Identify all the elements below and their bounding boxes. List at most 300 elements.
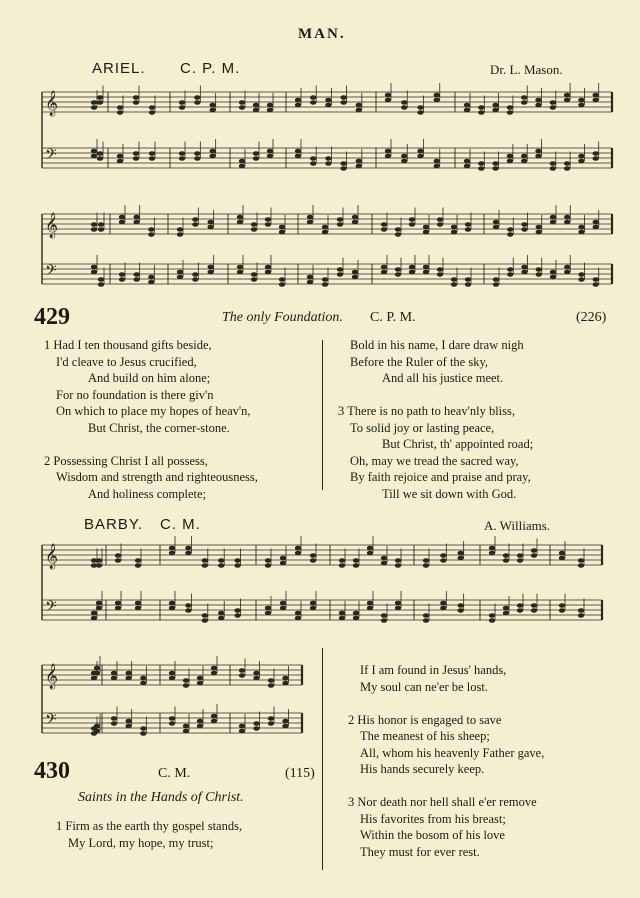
note-head (253, 103, 259, 108)
note-head (209, 149, 215, 154)
note-head (531, 608, 537, 613)
note-head (593, 220, 599, 225)
note-head (265, 217, 271, 222)
note-head (322, 277, 328, 282)
note-head (185, 551, 191, 556)
hymn-number-429: 429 (34, 304, 70, 330)
note-head (381, 270, 387, 275)
note-head (381, 556, 387, 561)
note-head (265, 563, 271, 568)
note-head (521, 270, 527, 275)
note-head (492, 108, 498, 113)
note-head (133, 215, 139, 220)
note-head (423, 265, 429, 270)
note-head (489, 618, 495, 623)
note-head (409, 265, 415, 270)
note-head (119, 272, 125, 277)
note-head (322, 230, 328, 235)
note-head (125, 671, 131, 676)
note-head (521, 154, 527, 159)
note-head (417, 105, 423, 110)
note-head (395, 267, 401, 272)
note-head (507, 227, 513, 232)
note-head (97, 156, 103, 161)
note-head (91, 222, 97, 227)
note-head (564, 220, 570, 225)
note-head (535, 98, 541, 103)
tune-composer-ariel: Dr. L. Mason. (490, 62, 563, 77)
note-head (507, 110, 513, 115)
note-head (211, 671, 217, 676)
note-head (265, 611, 271, 616)
note-head (279, 225, 285, 230)
note-head (234, 613, 240, 618)
note-head (234, 563, 240, 568)
note-head (94, 729, 100, 734)
verse-line: All, whom his heavenly Father gave, (360, 745, 545, 760)
note-head (367, 551, 373, 556)
note-head (440, 558, 446, 563)
note-head (96, 563, 102, 568)
note-head (536, 267, 542, 272)
note-head (507, 272, 513, 277)
note-head (265, 558, 271, 563)
tune-composer-barby: A. Williams. (484, 518, 551, 533)
note-head (183, 678, 189, 683)
note-head (115, 601, 121, 606)
verse-line: My Lord, my hope, my trust; (68, 835, 214, 850)
note-head (492, 161, 498, 166)
note-head (521, 265, 527, 270)
verse-line: To solid joy or lasting peace, (350, 420, 495, 435)
note-head (234, 608, 240, 613)
note-head (267, 149, 273, 154)
note-head (578, 613, 584, 618)
note-head (352, 275, 358, 280)
note-head (207, 270, 213, 275)
note-head (135, 601, 141, 606)
note-head (385, 98, 391, 103)
note-head (578, 98, 584, 103)
note-head (295, 611, 301, 616)
note-head (265, 222, 271, 227)
verse-line: Bold in his name, I dare draw nigh (350, 338, 524, 352)
verse-line: They must for ever rest. (360, 844, 480, 859)
note-head (356, 164, 362, 169)
note-head (119, 215, 125, 220)
note-head (521, 159, 527, 164)
note-head (593, 225, 599, 230)
note-head (265, 606, 271, 611)
note-head (202, 563, 208, 568)
note-head (279, 282, 285, 287)
note-head (381, 227, 387, 232)
note-head (564, 166, 570, 171)
note-head (385, 93, 391, 98)
note-head (234, 558, 240, 563)
verse-line: Wisdom and strength and righteousness, (56, 470, 258, 484)
note-head (209, 103, 215, 108)
note-head (564, 93, 570, 98)
note-head (177, 270, 183, 275)
verse-line: His hands securely keep. (360, 762, 485, 776)
note-head (353, 558, 359, 563)
note-head (310, 95, 316, 100)
note-head (91, 270, 97, 275)
note-head (531, 553, 537, 558)
note-head (550, 270, 556, 275)
note-head (97, 95, 103, 100)
note-head (115, 606, 121, 611)
note-head (194, 95, 200, 100)
note-head (531, 548, 537, 553)
hymn-429-verses-left (44, 337, 258, 502)
note-head (550, 166, 556, 171)
note-head (169, 721, 175, 726)
hymn-number-430: 430 (34, 758, 70, 784)
note-head (517, 558, 523, 563)
note-head (489, 546, 495, 551)
note-head (267, 108, 273, 113)
note-head (94, 724, 100, 729)
note-head (559, 603, 565, 608)
note-head (401, 105, 407, 110)
note-head (279, 277, 285, 282)
verse-line: Before the Ruler of the sky, (350, 354, 489, 369)
note-head (115, 553, 121, 558)
note-head (133, 220, 139, 225)
note-head (593, 98, 599, 103)
verse-line (44, 436, 258, 453)
note-head (337, 222, 343, 227)
hymn-title-429: The only Foundation. (222, 310, 343, 325)
note-head (94, 671, 100, 676)
note-head (207, 225, 213, 230)
note-head (322, 282, 328, 287)
note-head (564, 98, 570, 103)
note-head (133, 156, 139, 161)
note-head (310, 553, 316, 558)
note-head (423, 563, 429, 568)
note-head (211, 714, 217, 719)
hymn-ref-430: (115) (285, 766, 315, 781)
note-head (295, 149, 301, 154)
note-head (593, 277, 599, 282)
note-head (280, 601, 286, 606)
note-head (409, 222, 415, 227)
note-head (417, 154, 423, 159)
note-head (367, 546, 373, 551)
note-head (265, 270, 271, 275)
note-head (451, 282, 457, 287)
note-head (282, 724, 288, 729)
note-head (97, 151, 103, 156)
note-head (325, 103, 331, 108)
note-head (268, 716, 274, 721)
note-head (111, 671, 117, 676)
note-head (169, 716, 175, 721)
note-head (91, 149, 97, 154)
tune-meter-ariel: C. P. M. (180, 60, 241, 77)
note-head (133, 100, 139, 105)
note-head (295, 154, 301, 159)
note-head (117, 154, 123, 159)
note-head (423, 270, 429, 275)
note-head (409, 270, 415, 275)
note-head (507, 159, 513, 164)
verse-line (348, 695, 544, 712)
note-head (211, 719, 217, 724)
note-head (517, 553, 523, 558)
note-head (535, 103, 541, 108)
note-head (381, 561, 387, 566)
bass-clef-icon: 𝄢 (45, 262, 57, 283)
note-head (192, 272, 198, 277)
note-head (237, 265, 243, 270)
note-head (310, 601, 316, 606)
note-head (457, 551, 463, 556)
note-head (423, 618, 429, 623)
note-head (521, 222, 527, 227)
note-head (268, 678, 274, 683)
note-head (492, 103, 498, 108)
note-head (536, 272, 542, 277)
note-head (211, 666, 217, 671)
note-head (125, 719, 131, 724)
note-head (179, 151, 185, 156)
note-head (239, 668, 245, 673)
note-head (340, 100, 346, 105)
note-head (218, 558, 224, 563)
column-divider (322, 340, 323, 490)
note-head (434, 98, 440, 103)
verse-line: For no foundation is there giv'n (56, 387, 214, 402)
note-head (550, 161, 556, 166)
note-head (239, 164, 245, 169)
note-head (437, 222, 443, 227)
note-head (339, 611, 345, 616)
note-head (307, 220, 313, 225)
note-head (185, 546, 191, 551)
note-head (465, 227, 471, 232)
note-head (253, 156, 259, 161)
note-head (177, 227, 183, 232)
note-head (395, 227, 401, 232)
note-head (503, 606, 509, 611)
note-head (535, 149, 541, 154)
note-head (578, 608, 584, 613)
note-head (96, 606, 102, 611)
note-head (381, 613, 387, 618)
note-head (493, 220, 499, 225)
note-head (493, 277, 499, 282)
note-head (423, 230, 429, 235)
note-head (183, 729, 189, 734)
note-head (307, 215, 313, 220)
verse-line: 1 Had I ten thousand gifts beside, (44, 338, 212, 352)
note-head (423, 613, 429, 618)
verse-line: Oh, may we tread the sacred way, (350, 453, 519, 468)
note-head (119, 220, 125, 225)
note-head (169, 546, 175, 551)
note-head (381, 222, 387, 227)
note-head (531, 603, 537, 608)
note-head (578, 225, 584, 230)
tune-meter-barby: C. M. (160, 516, 201, 533)
note-head (593, 282, 599, 287)
note-head (337, 217, 343, 222)
note-head (395, 272, 401, 277)
note-head (550, 100, 556, 105)
treble-clef-icon: 𝄞 (45, 544, 59, 569)
note-head (451, 277, 457, 282)
note-head (194, 156, 200, 161)
note-head (135, 563, 141, 568)
note-head (536, 225, 542, 230)
note-head (517, 608, 523, 613)
note-head (352, 270, 358, 275)
note-head (111, 721, 117, 726)
note-head (135, 558, 141, 563)
verse-line: But Christ, the corner-stone. (88, 420, 230, 435)
note-head (209, 108, 215, 113)
note-head (434, 164, 440, 169)
note-head (310, 161, 316, 166)
note-head (282, 719, 288, 724)
note-head (322, 225, 328, 230)
note-head (578, 277, 584, 282)
note-head (267, 103, 273, 108)
note-head (111, 676, 117, 681)
note-head (125, 676, 131, 681)
note-head (593, 93, 599, 98)
note-head (253, 108, 259, 113)
note-head (325, 156, 331, 161)
verse-line: I'd cleave to Jesus crucified, (56, 354, 197, 369)
note-head (237, 220, 243, 225)
note-head (185, 603, 191, 608)
note-head (268, 721, 274, 726)
note-head (115, 558, 121, 563)
note-head (325, 98, 331, 103)
note-head (489, 613, 495, 618)
verse-line: 2 Possessing Christ I all possess, (44, 453, 208, 468)
note-head (237, 215, 243, 220)
note-head (517, 603, 523, 608)
note-head (94, 666, 100, 671)
hymn-title-430: Saints in the Hands of Christ. (78, 790, 244, 805)
note-head (578, 272, 584, 277)
note-head (325, 161, 331, 166)
note-head (295, 551, 301, 556)
note-head (353, 563, 359, 568)
verse-line: Within the bosom of his love (360, 828, 505, 842)
note-head (395, 606, 401, 611)
verse-line: His favorites from his breast; (360, 811, 506, 826)
note-head (239, 729, 245, 734)
note-head (340, 95, 346, 100)
note-head (179, 105, 185, 110)
note-head (503, 611, 509, 616)
note-head (521, 227, 527, 232)
note-head (251, 277, 257, 282)
note-head (307, 280, 313, 285)
bass-clef-icon: 𝄢 (45, 711, 57, 732)
note-head (507, 267, 513, 272)
note-head (91, 616, 97, 621)
note-head (434, 93, 440, 98)
note-head (251, 272, 257, 277)
note-head (218, 611, 224, 616)
verse-line: By faith rejoice and praise and pray, (350, 470, 531, 484)
hymn-429-verses-right (338, 337, 533, 502)
verse-line (348, 778, 544, 795)
note-head (401, 100, 407, 105)
note-head (207, 220, 213, 225)
note-head (177, 232, 183, 237)
note-head (251, 222, 257, 227)
note-head (282, 676, 288, 681)
note-head (239, 105, 245, 110)
verse-line: If I am found in Jesus' hands, (360, 663, 507, 677)
note-head (253, 721, 259, 726)
note-head (340, 166, 346, 171)
note-head (578, 154, 584, 159)
note-head (97, 100, 103, 105)
note-head (423, 558, 429, 563)
note-head (409, 217, 415, 222)
note-head (437, 272, 443, 277)
note-head (464, 108, 470, 113)
note-head (140, 681, 146, 686)
note-head (464, 164, 470, 169)
note-head (381, 618, 387, 623)
note-head (489, 551, 495, 556)
note-head (183, 724, 189, 729)
note-head (194, 151, 200, 156)
verse-line (338, 387, 533, 404)
note-head (564, 215, 570, 220)
verse-line: Till we sit down with God. (382, 486, 517, 501)
note-head (279, 230, 285, 235)
note-head (310, 558, 316, 563)
note-head (564, 161, 570, 166)
note-head (356, 103, 362, 108)
verse-line: 3 There is no path to heav'nly bliss, (338, 404, 515, 418)
treble-clef-icon: 𝄞 (45, 91, 59, 116)
verse-line: And all his justice meet. (382, 371, 504, 385)
note-head (239, 159, 245, 164)
note-head (177, 275, 183, 280)
note-head (337, 267, 343, 272)
note-head (133, 151, 139, 156)
treble-clef-icon: 𝄞 (45, 664, 59, 689)
note-head (464, 103, 470, 108)
note-head (218, 616, 224, 621)
note-head (91, 227, 97, 232)
note-head (521, 95, 527, 100)
note-head (440, 606, 446, 611)
note-head (209, 154, 215, 159)
note-head (337, 272, 343, 277)
note-head (197, 676, 203, 681)
treble-clef-icon: 𝄞 (45, 213, 59, 238)
bass-clef-icon: 𝄢 (45, 598, 57, 619)
note-head (148, 232, 154, 237)
bass-clef-icon: 𝄢 (45, 146, 57, 167)
note-head (295, 98, 301, 103)
note-head (437, 267, 443, 272)
